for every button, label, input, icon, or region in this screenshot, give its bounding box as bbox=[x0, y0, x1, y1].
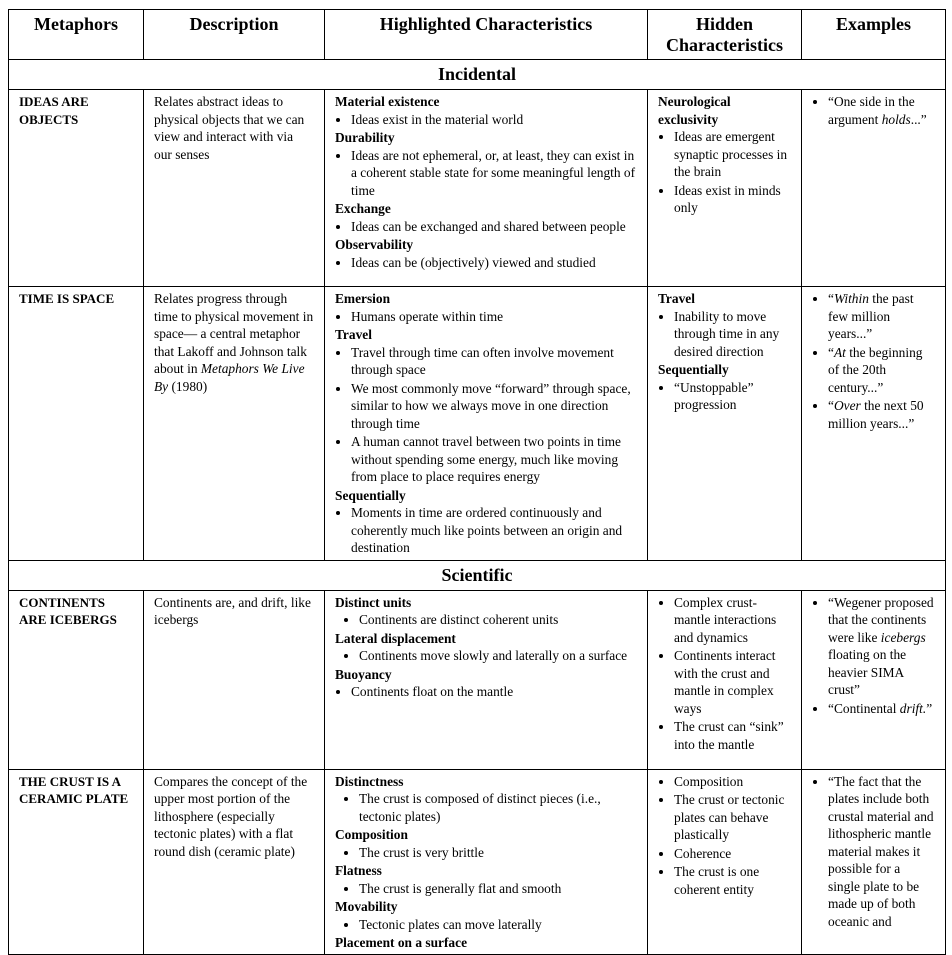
characteristic-label: Distinct units bbox=[335, 594, 412, 610]
characteristic-label: Sequentially bbox=[658, 362, 729, 377]
list-item: • The crust is one coherent entity bbox=[674, 863, 791, 898]
characteristic-label: Observability bbox=[335, 237, 414, 252]
characteristic-list bbox=[658, 128, 791, 217]
header-highlighted: Highlighted Characteristics bbox=[325, 10, 648, 60]
example-text: “ bbox=[828, 398, 834, 413]
characteristic-list bbox=[335, 254, 637, 272]
header-metaphors: Metaphors bbox=[9, 10, 144, 60]
example-text: “ bbox=[828, 344, 834, 360]
example-item bbox=[828, 594, 935, 699]
characteristic-list bbox=[658, 379, 791, 414]
list-item: • Ideas are not ephemeral, or, at least, they can exist in a coherent stable state for some meaningful length of time bbox=[351, 147, 637, 200]
list-item: • Ideas can be exchanged and shared between people bbox=[351, 218, 637, 236]
metaphor-name: THE CRUST IS A CERAMIC PLATE bbox=[9, 769, 144, 954]
example-text: the beginning of the 20th century...” bbox=[828, 344, 923, 395]
list-item: • The crust is very brittle bbox=[359, 844, 637, 862]
hidden-cell bbox=[648, 769, 802, 954]
table-row bbox=[9, 590, 946, 769]
characteristic-label: Neurological exclusivity bbox=[658, 94, 731, 127]
list-item: • Composition bbox=[674, 773, 791, 791]
highlighted-cell bbox=[325, 769, 648, 954]
characteristic-list bbox=[335, 308, 637, 326]
examples-cell bbox=[802, 287, 946, 561]
list-item: • Ideas exist in the material world bbox=[351, 111, 637, 129]
characteristic-label: Durability bbox=[335, 130, 395, 145]
characteristic-list bbox=[658, 594, 791, 754]
metaphor-description: Compares the concept of the upper most portion of the lithosphere (especially tectonic plates) with a flat round dish (ceramic plate) bbox=[144, 769, 325, 954]
example-text: the past few million years...” bbox=[828, 291, 914, 341]
characteristic-label: Distinctness bbox=[335, 773, 404, 789]
examples-cell bbox=[802, 769, 946, 954]
example-emphasis: At bbox=[833, 344, 846, 360]
examples-list bbox=[812, 290, 935, 432]
examples-list bbox=[812, 773, 935, 931]
example-emphasis: Within bbox=[833, 291, 869, 306]
characteristic-list bbox=[658, 308, 791, 361]
metaphor-name: CONTINENTS ARE ICEBERGS bbox=[9, 590, 144, 769]
hidden-cell bbox=[648, 287, 802, 561]
example-text: “The fact that the plates include both crustal material and lithospheric mantle material makes it possible for a single plate to be made up of both oceanic and bbox=[828, 773, 934, 929]
example-emphasis: drift. bbox=[899, 700, 927, 716]
list-item: • Continents float on the mantle bbox=[351, 683, 637, 701]
list-item: • “Unstoppable” progression bbox=[674, 379, 791, 414]
characteristic-label: Emersion bbox=[335, 291, 391, 306]
list-item: • Ideas exist in minds only bbox=[674, 182, 791, 217]
list-item: • The crust is generally flat and smooth bbox=[359, 880, 637, 898]
example-emphasis: icebergs bbox=[880, 629, 926, 645]
table-row bbox=[9, 287, 946, 561]
characteristic-list bbox=[335, 880, 637, 898]
example-item bbox=[828, 290, 935, 343]
metaphor-description: Relates abstract ideas to physical objects that we can view and interact with via our senses bbox=[144, 90, 325, 287]
example-emphasis: holds bbox=[881, 111, 911, 127]
list-item: • Complex crust-mantle interactions and dynamics bbox=[674, 594, 791, 647]
section-title-incidental: Incidental bbox=[9, 60, 946, 90]
characteristic-list bbox=[658, 773, 791, 899]
hidden-cell bbox=[648, 90, 802, 287]
highlighted-cell bbox=[325, 590, 648, 769]
metaphor-name: IDEAS ARE OBJECTS bbox=[9, 90, 144, 287]
highlighted-cell bbox=[325, 287, 648, 561]
characteristic-list bbox=[335, 344, 637, 486]
example-text: ” bbox=[926, 700, 933, 716]
list-item: • Humans operate within time bbox=[351, 308, 637, 326]
characteristic-list bbox=[335, 790, 637, 825]
characteristic-list bbox=[335, 844, 637, 862]
list-item: • Ideas can be (objectively) viewed and studied bbox=[351, 254, 637, 272]
characteristic-list bbox=[335, 647, 637, 665]
examples-list bbox=[812, 93, 935, 128]
metaphor-table bbox=[8, 9, 946, 955]
characteristic-label: Lateral displacement bbox=[335, 630, 456, 646]
list-item: • Travel through time can often involve movement through space bbox=[351, 344, 637, 379]
characteristic-label: Travel bbox=[335, 327, 372, 342]
examples-cell bbox=[802, 90, 946, 287]
section-title-scientific: Scientific bbox=[9, 560, 946, 590]
example-item bbox=[828, 397, 935, 432]
header-row bbox=[9, 10, 946, 60]
characteristic-label: Exchange bbox=[335, 201, 391, 216]
list-item: • Continents are distinct coherent units bbox=[359, 611, 637, 629]
hidden-cell bbox=[648, 590, 802, 769]
book-title: Metaphors We Live By bbox=[154, 361, 305, 394]
header-description: Description bbox=[144, 10, 325, 60]
example-item bbox=[828, 344, 935, 397]
section-row-incidental bbox=[9, 60, 946, 90]
table-row bbox=[9, 769, 946, 954]
list-item: • Inability to move through time in any desired direction bbox=[674, 308, 791, 361]
description-text: (1980) bbox=[168, 378, 208, 394]
list-item: • We most commonly move “forward” through space, similar to how we always move in one direction through time bbox=[351, 380, 637, 433]
example-text: “ bbox=[828, 291, 834, 306]
characteristic-list bbox=[335, 683, 637, 701]
list-item: • Tectonic plates can move laterally bbox=[359, 916, 637, 934]
list-item: • The crust or tectonic plates can behave plastically bbox=[674, 791, 791, 844]
characteristic-label: Flatness bbox=[335, 863, 382, 878]
list-item: • Moments in time are ordered continuously and coherently much like points between an origin and destination bbox=[351, 504, 637, 557]
metaphor-description: Continents are, and drift, like icebergs bbox=[144, 590, 325, 769]
highlighted-cell bbox=[325, 90, 648, 287]
characteristic-list bbox=[335, 504, 637, 557]
description-text: Relates progress through time to physical movement in space— a central metaphor that Lakoff and Johnson talk about in bbox=[154, 291, 314, 376]
list-item: • Coherence bbox=[674, 845, 791, 863]
example-text: floating on the heavier SIMA crust” bbox=[828, 647, 907, 697]
header-examples: Examples bbox=[802, 10, 946, 60]
characteristic-list bbox=[335, 147, 637, 200]
characteristic-label: Placement on a surface bbox=[335, 935, 468, 950]
list-item: • The crust is composed of distinct pieces (i.e., tectonic plates) bbox=[359, 790, 637, 825]
characteristic-list bbox=[335, 111, 637, 129]
metaphor-name: TIME IS SPACE bbox=[9, 287, 144, 561]
example-text: “Continental bbox=[828, 700, 900, 716]
example-text: ...” bbox=[910, 111, 927, 127]
example-text: “Wegener proposed that the continents were like bbox=[828, 594, 934, 645]
characteristic-list bbox=[335, 611, 637, 629]
characteristic-label: Sequentially bbox=[335, 487, 406, 503]
example-text: the next 50 million years...” bbox=[828, 398, 924, 431]
list-item: • Continents interact with the crust and mantle in complex ways bbox=[674, 647, 791, 717]
example-item bbox=[828, 93, 935, 128]
header-hidden: Hidden Characteristics bbox=[648, 10, 802, 60]
characteristic-label: Buoyancy bbox=[335, 666, 392, 682]
list-item: • Continents move slowly and laterally on a surface bbox=[359, 647, 637, 665]
characteristic-label: Material existence bbox=[335, 94, 440, 109]
list-item: • The crust can “sink” into the mantle bbox=[674, 718, 791, 753]
example-emphasis: Over bbox=[833, 398, 861, 413]
characteristic-label: Travel bbox=[658, 291, 695, 306]
list-item: • Ideas are emergent synaptic processes in the brain bbox=[674, 128, 791, 181]
characteristic-label: Movability bbox=[335, 899, 398, 914]
metaphor-description bbox=[144, 287, 325, 561]
section-row-scientific bbox=[9, 560, 946, 590]
example-item bbox=[828, 700, 935, 718]
table-row bbox=[9, 90, 946, 287]
characteristic-list bbox=[335, 218, 637, 236]
example-text: “One side in the argument bbox=[828, 94, 915, 127]
example-item bbox=[828, 773, 935, 931]
list-item: • A human cannot travel between two points in time without spending some energy, much like moving from place to place requires energy bbox=[351, 433, 637, 486]
examples-cell bbox=[802, 590, 946, 769]
characteristic-label: Composition bbox=[335, 827, 408, 842]
characteristic-list bbox=[335, 916, 637, 934]
examples-list bbox=[812, 594, 935, 718]
